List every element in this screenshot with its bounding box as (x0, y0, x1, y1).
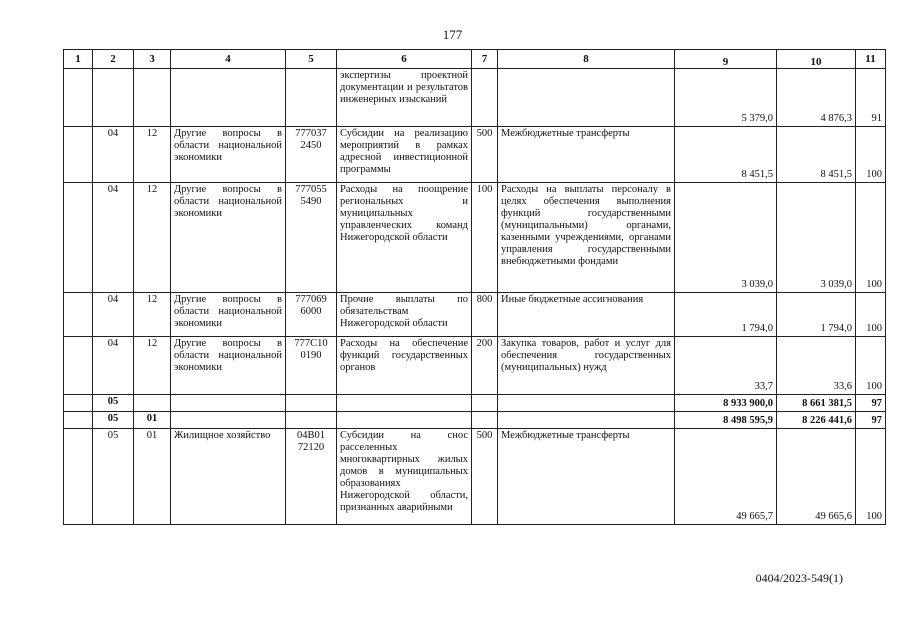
cell-empty (64, 127, 93, 183)
cell-planned: 3 039,0 (675, 183, 777, 293)
cell-target-code (286, 395, 337, 412)
table-row (64, 429, 886, 525)
cell-section: 04 (93, 183, 134, 293)
cell-actual: 3 039,0 (777, 183, 856, 293)
cell-section: 04 (93, 127, 134, 183)
cell-planned: 1 794,0 (675, 293, 777, 337)
cell-target-name: Субсидии на снос расселенных многоквартирных жилых домов в муниципальных образованиях Нижегородской области, признанных аварийными (337, 429, 472, 525)
cell-actual: 8 661 381,5 (777, 395, 856, 412)
header-cell: 8 (498, 50, 675, 69)
header-cell: 7 (472, 50, 498, 69)
header-cell: 3 (134, 50, 171, 69)
cell-target-name: Расходы на поощрение региональных и муниципальных управленческих команд Нижегородской области (337, 183, 472, 293)
cell-section-name: Другие вопросы в области национальной экономики (171, 183, 286, 293)
cell-section-name: Жилищное хозяйство (171, 429, 286, 525)
cell-expense-name (498, 412, 675, 429)
cell-section: 04 (93, 293, 134, 337)
cell-actual: 8 451,5 (777, 127, 856, 183)
table-row (64, 69, 886, 127)
cell-target-code: 777037 2450 (286, 127, 337, 183)
cell-expense-name (498, 69, 675, 127)
cell-expense-type (472, 395, 498, 412)
cell-expense-type: 200 (472, 337, 498, 395)
cell-expense-name: Закупка товаров, работ и услуг для обеспечения государственных (муниципальных) нужд (498, 337, 675, 395)
cell-subsection: 12 (134, 293, 171, 337)
budget-table (63, 49, 886, 525)
header-cell: 10 (777, 50, 856, 69)
cell-expense-name: Иные бюджетные ассигнования (498, 293, 675, 337)
page-number: 177 (442, 27, 463, 42)
cell-percent: 100 (856, 293, 886, 337)
cell-target-code (286, 69, 337, 127)
cell-expense-name: Межбюджетные трансферты (498, 127, 675, 183)
table-row (64, 412, 886, 429)
cell-actual: 4 876,3 (777, 69, 856, 127)
cell-percent: 100 (856, 429, 886, 525)
cell-planned: 5 379,0 (675, 69, 777, 127)
cell-empty (64, 69, 93, 127)
cell-section: 05 (93, 412, 134, 429)
cell-section (93, 69, 134, 127)
header-cell: 4 (171, 50, 286, 69)
header-cell: 1 (64, 50, 93, 69)
cell-expense-type: 500 (472, 127, 498, 183)
cell-percent: 100 (856, 127, 886, 183)
header-row (64, 50, 886, 69)
cell-percent: 97 (856, 395, 886, 412)
cell-target-code: 04В01 72120 (286, 429, 337, 525)
cell-empty (64, 429, 93, 525)
cell-section-name (171, 69, 286, 127)
cell-subsection: 01 (134, 412, 171, 429)
cell-empty (64, 412, 93, 429)
cell-percent: 100 (856, 337, 886, 395)
cell-target-name: Прочие выплаты по обязательствам Нижегородской области (337, 293, 472, 337)
cell-percent: 91 (856, 69, 886, 127)
cell-expense-name (498, 395, 675, 412)
cell-target-code: 777055 5490 (286, 183, 337, 293)
cell-subsection (134, 69, 171, 127)
header-cell: 5 (286, 50, 337, 69)
cell-target-name (337, 412, 472, 429)
cell-expense-type: 800 (472, 293, 498, 337)
header-cell: 6 (337, 50, 472, 69)
cell-subsection: 12 (134, 183, 171, 293)
cell-target-code: 777С10 0190 (286, 337, 337, 395)
cell-target-name: экспертизы проектной документации и результатов инженерных изысканий (337, 69, 472, 127)
cell-actual: 49 665,6 (777, 429, 856, 525)
cell-subsection: 12 (134, 337, 171, 395)
cell-target-code: 777069 6000 (286, 293, 337, 337)
cell-empty (64, 293, 93, 337)
cell-empty (64, 183, 93, 293)
cell-planned: 8 933 900,0 (675, 395, 777, 412)
document-code: 0404/2023-549(1) (755, 571, 843, 585)
cell-section-name: Другие вопросы в области национальной экономики (171, 127, 286, 183)
cell-planned: 8 451,5 (675, 127, 777, 183)
header-cell: 2 (93, 50, 134, 69)
cell-section: 04 (93, 337, 134, 395)
cell-expense-type (472, 69, 498, 127)
cell-actual: 33,6 (777, 337, 856, 395)
cell-expense-type (472, 412, 498, 429)
table-row (64, 183, 886, 293)
cell-planned: 8 498 595,9 (675, 412, 777, 429)
cell-subsection: 01 (134, 429, 171, 525)
cell-target-name: Субсидии на реализацию мероприятий в рамках адресной инвестиционной программы (337, 127, 472, 183)
cell-empty (64, 395, 93, 412)
header-cell: 11 (856, 50, 886, 69)
cell-section-name (171, 395, 286, 412)
cell-target-name: Расходы на обеспечение функций государственных органов (337, 337, 472, 395)
cell-expense-name: Межбюджетные трансферты (498, 429, 675, 525)
cell-section-name (171, 412, 286, 429)
cell-target-code (286, 412, 337, 429)
table-row (64, 293, 886, 337)
table-row (64, 127, 886, 183)
cell-expense-type: 500 (472, 429, 498, 525)
cell-subsection: 12 (134, 127, 171, 183)
cell-target-name (337, 395, 472, 412)
cell-empty (64, 337, 93, 395)
cell-section-name: Другие вопросы в области национальной экономики (171, 337, 286, 395)
cell-planned: 33,7 (675, 337, 777, 395)
cell-expense-type: 100 (472, 183, 498, 293)
cell-section: 05 (93, 395, 134, 412)
cell-planned: 49 665,7 (675, 429, 777, 525)
cell-percent: 100 (856, 183, 886, 293)
cell-percent: 97 (856, 412, 886, 429)
cell-actual: 1 794,0 (777, 293, 856, 337)
cell-actual: 8 226 441,6 (777, 412, 856, 429)
cell-section: 05 (93, 429, 134, 525)
cell-subsection (134, 395, 171, 412)
header-cell: 9 (675, 50, 777, 69)
table-row (64, 395, 886, 412)
table-row (64, 337, 886, 395)
cell-expense-name: Расходы на выплаты персоналу в целях обеспечения выполнения функций государственными (муниципальными) органами, казенными учреждениями, органами управления государственными внебюджетными фондами (498, 183, 675, 293)
cell-section-name: Другие вопросы в области национальной экономики (171, 293, 286, 337)
